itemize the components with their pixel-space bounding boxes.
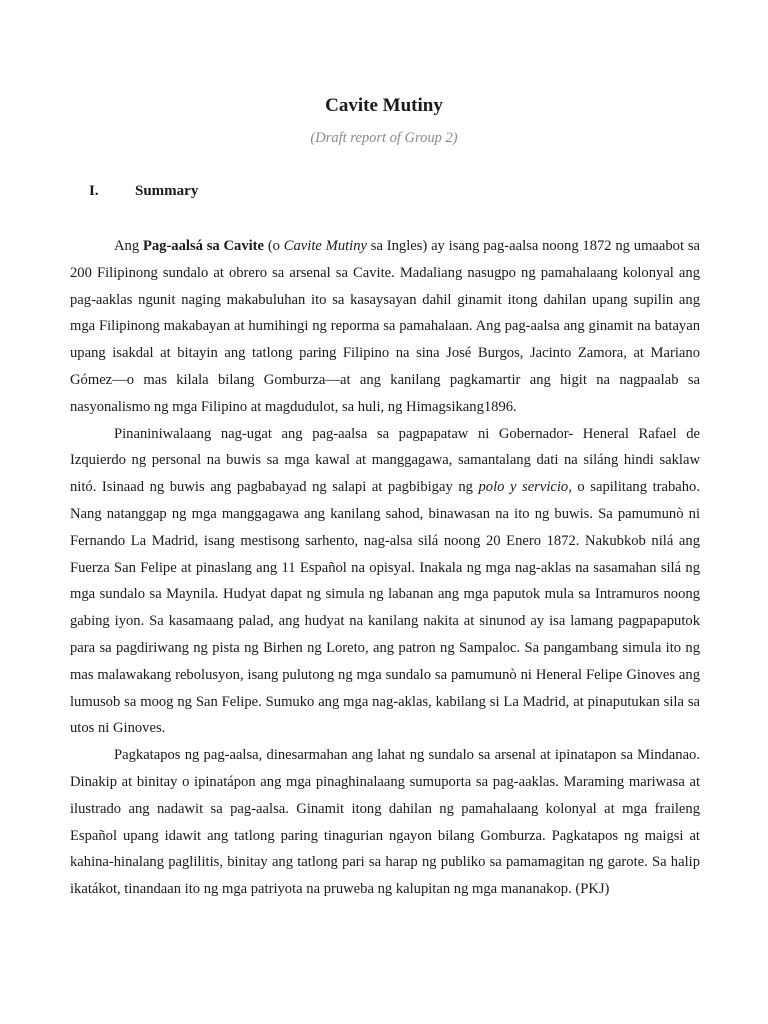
paragraph-1-bold-term: Pag-aalsá sa Cavite bbox=[142, 238, 265, 254]
paragraph-3-span-1: Pagkatapos ng pag-aalsa, dinesarmahan ang lahat ng sundalo sa arsenal at ipinatapon sa Mindanao. Dinakip at binitay o ipinatápon ang mga pinaghinalaang sumuporta sa pag-aaklas. Maraming mariwasa at ilustrado ang nadawit sa pag-aalsa. Ginamit itong dahilan ng pamahalaang kolonyal at mga fraileng Español upang idawit ang tatlong paring tinagurian ngayon bilang Gomburza. Pagkatapos ng maigsi at kahina-hinalang paglilitis, binitay ang tatlong pari sa harap ng publiko sa pamamagitan ng garote. Sa halip ikatákot, tinandaan ito ng mga patriyota na pruweba ng kalupitan ng mga mananakop. (PKJ) bbox=[70, 747, 700, 898]
body-text bbox=[70, 233, 700, 903]
paragraph-1-italic-term: Cavite Mutiny bbox=[283, 238, 368, 254]
paragraph-2-span-3: , o sapilitang trabaho. Nang natanggap ng mga manggagawa ang kanilang sahod, binawasan na ito ng buwis. Sa pamumunò ni Fernando La Madrid, isang mestisong sarhento, nag-alsa silá noong 20 Enero 1872. Nakubkob nilá ang Fuerza San Felipe at pinaslang ang 11 Español na opisyal. Inakala ng mga nag-aklas na sasamahan silá ng mga sundalo sa Maynila. Hudyat dapat ng simula ng labanan ang mga paputok mula sa Intramuros noong gabing iyon. Sa kasamaang palad, ang hudyat na kanilang nakita at sinunod ay isa lamang pagpapaputok para sa pagdiriwang ng pista ng Birhen ng Loreto, ang patron ng Sampaloc. Sa pangambang simula ito ng mas malawakang rebolusyon, isang pulutong ng mga sundalo sa pamumunò ni Heneral Felipe Ginoves ang lumusob sa moog ng San Felipe. Sumuko ang mga nag-aklas, kabilang si La Madrid, at pinaputukan sila sa utos ni Ginoves. bbox=[70, 479, 700, 737]
paragraph-1-span-5: sa Ingles) ay isang pag-aalsa noong 1872 ng umaabot sa 200 Filipinong sundalo at obrero sa arsenal sa Cavite. Madaliang nasugpo ng pamahalaang kolonyal ang pag-aaklas ngunit naging makabuluhan ito sa kasaysayan dahil ginamit itong dahilan upang supilin ang mga Filipinong makabayan at humihingi ng reporma sa pamahalaan. Ang pag-aalsa ang ginamit na batayan upang isakdal at bitayin ang tatlong paring Filipino na sina José Burgos, Jacinto Zamora, at Mariano Gómez—o mas kilala bilang Gomburza—at ang kanilang pagkamartir ang higit na nagpaalab sa nasyonalismo ng mga Filipino at magdudulot, sa huli, ng Himagsikang1896. bbox=[70, 238, 700, 415]
paragraph-1 bbox=[70, 233, 700, 421]
section-title: Summary bbox=[135, 183, 199, 199]
paragraph-2-span-1: Pinaniniwalaang nag-ugat ang pag-aalsa sa pagpapataw ni Gobernador- Heneral Rafael de Izquierdo ng personal na buwis sa mga kawal at manggagawa, samantalang dati na siláng hindi saklaw nitó. Isinaad ng buwis ang pagbabayad ng salapi at pagbibigay ng bbox=[70, 425, 700, 496]
document-title: Cavite Mutiny bbox=[325, 95, 443, 116]
paragraph-2-italic-term: polo y servicio bbox=[478, 479, 569, 496]
paragraph-1-span-1: Ang bbox=[114, 238, 143, 254]
document-subtitle: (Draft report of Group 2) bbox=[310, 130, 458, 146]
paragraph-2 bbox=[70, 421, 700, 743]
section-heading bbox=[89, 181, 198, 201]
paragraph-1-span-3: (o bbox=[264, 238, 284, 254]
paragraph-3 bbox=[70, 742, 700, 903]
section-number: I. bbox=[89, 183, 99, 199]
